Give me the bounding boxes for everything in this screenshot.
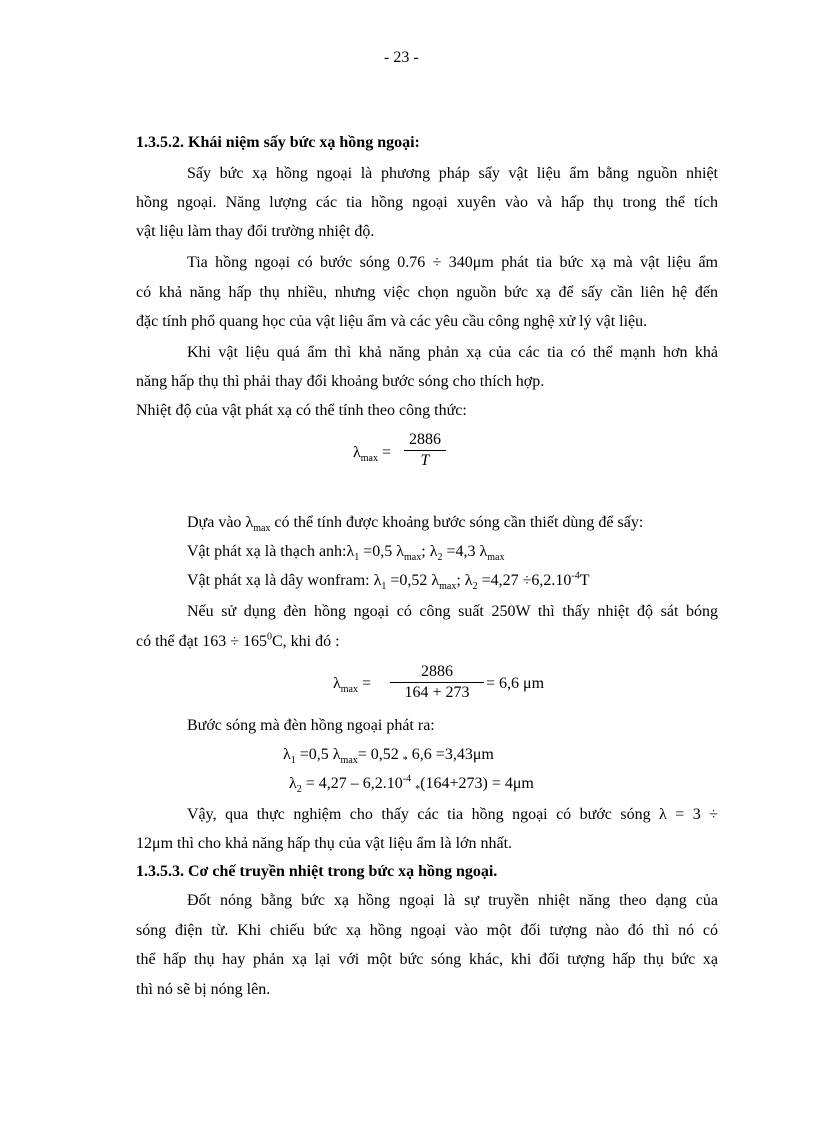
para7-tungsten: Vật phát xạ là dây wonfram: $\lambda_1 =0,52$ $\lambda_{max}$; $\lambda_2 =4,27 \div 6,2.10^{-4}T$ [187, 570, 590, 593]
para6-quartz: Vật phát xạ là thạch $anh:\lambda_1 =0,5$ $\lambda_{max}$; $\lambda_2 =4,3$ $\lambda_{max}$ [187, 543, 505, 564]
para8-line2: có thể đạt $163 \div 165^0C$, khi đó : [136, 631, 340, 650]
para2-line2: có khả năng hấp thụ nhiều, nhưng việc chọn nguồn bức xạ để sấy cần liên hệ đến [136, 284, 718, 301]
para10-line1: Vậy, qua thực nghiệm cho thấy các tia hồng ngoại có bước sóng λ = 3 ÷ [187, 806, 718, 823]
equation-4: $\lambda_2 = 4,27 - 6,2.10^{-4}$ $_*$(164+273) = 4μm [289, 773, 534, 796]
para1-line3: vật liệu làm thay đổi trường nhiệt độ. [136, 223, 375, 240]
para1-line1: Sấy bức xạ hồng ngoại là phương pháp sấy vật liệu ẩm bằng nguồn nhiệt [187, 165, 718, 182]
equation-1-lhs: $\lambda_{max}$ = [353, 444, 392, 465]
section2-line1: Đốt nóng bằng bức xạ hồng ngoại là sự truyền nhiệt năng theo dạng của [187, 892, 718, 909]
section-heading-1-3-5-2: 1.3.5.2. Khái niệm sấy bức xạ hồng ngoại: [136, 134, 420, 151]
section-heading-1-3-5-3: 1.3.5.3. Cơ chế truyền nhiệt trong bức xạ hồng ngoại. [136, 863, 498, 880]
page-number: - 23 - [384, 49, 419, 66]
equation-1-numerator: 2886 [409, 431, 441, 448]
equation-1-fraction [404, 430, 446, 471]
equation-3: $\lambda_1 =0,5$ $\lambda_{max}= 0,52$ $_*$ 6,6 =3,43μm [283, 746, 494, 767]
section2-line3: thể hấp thụ hay phản xạ lại với một bức sóng khác, khi đối tượng hấp thụ bức xạ [136, 951, 718, 968]
equation-2-denominator: 164 + 273 [404, 684, 470, 701]
section2-line4: thì nó sẽ bị nóng lên. [136, 981, 271, 998]
para2-line3: đặc tính phổ quang học của vật liệu ẩm và các yêu cầu công nghệ xử lý vật liệu. [136, 313, 648, 330]
para10-line2: 12μm thì cho khả năng hấp thụ của vật liệu ẩm là lớn nhất. [136, 835, 513, 852]
section2-line2: sóng điện từ. Khi chiếu bức xạ hồng ngoại vào một đối tượng nào đó thì nó có [136, 922, 718, 939]
para1-line2: hồng ngoại. Năng lượng các tia hồng ngoại xuyên vào và hấp thụ trong thể tích [136, 194, 718, 211]
equation-2-fraction [390, 662, 484, 703]
para5: Dựa vào $\lambda_{max}$ có thể tính được khoảng bước sóng cần thiết dùng để sấy: [187, 514, 644, 535]
para8-line1: Nếu sử dụng đèn hồng ngoại có công suất 250W thì thấy nhiệt độ sát bóng [187, 603, 718, 620]
para3-line2: năng hấp thụ thì phải thay đổi khoảng bước sóng cho thích hợp. [136, 373, 545, 390]
para4: Nhiệt độ của vật phát xạ có thể tính theo công thức: [136, 402, 467, 419]
equation-2-lhs: $\lambda_{max}$ = [333, 675, 372, 696]
para9: Bước sóng mà đèn hồng ngoại phát ra: [187, 717, 435, 734]
para3-line1: Khi vật liệu quá ẩm thì khả năng phản xạ của các tia có thể mạnh hơn khả [187, 344, 718, 361]
equation-2-result: = 6,6 μm [486, 675, 545, 692]
equation-1-denominator: T [420, 452, 430, 469]
equation-2-numerator: 2886 [421, 663, 453, 680]
para2-line1: Tia hồng ngoại có bước sóng 0.76 ÷ 340μm phát tia bức xạ mà vật liệu ẩm [187, 254, 718, 271]
